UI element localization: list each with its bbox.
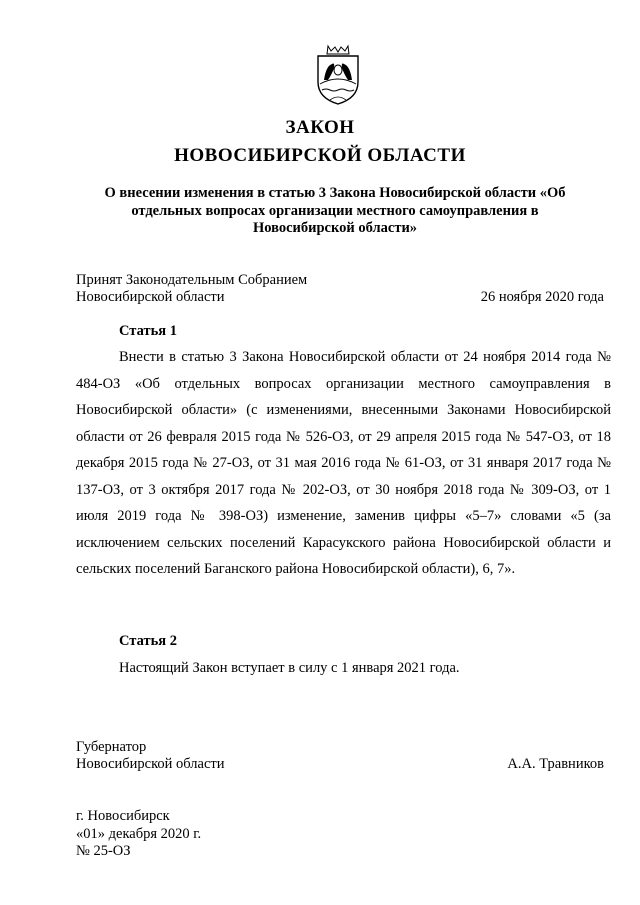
signature-name: А.А. Травников [507, 756, 604, 772]
article2-text: Настоящий Закон вступает в силу с 1 января 2021 года. [119, 660, 460, 676]
article1-text: Внести в статью 3 Закона Новосибирской области от 24 ноября 2014 года № 484-ОЗ «Об отдельных вопросах организации местного самоуправления в Новосибирской области» (с изменениями, внесенными Законами Новосибирской области от 26 февраля 2015 года № 526-ОЗ, от 29 апреля 2015 года № 547-ОЗ, от 18 декабря 2015 года № 27-ОЗ, от 31 мая 2016 года № 61-ОЗ, от 31 января 2017 года № 137-ОЗ, от 3 октября 2017 года № 202-ОЗ, от 30 ноября 2018 года № 309-ОЗ, от 1 июля 2019 года № 398-ОЗ) изменение, заменив цифры «5–7» словами «5 (за исключением сельских поселений Карасукского района Новосибирской области и сельских поселений Баганского района Новосибирской области), 6, 7». [76, 349, 611, 577]
novosibirsk-oblast-coat-of-arms-icon [310, 44, 366, 106]
article2-heading: Статья 2 [119, 633, 177, 649]
footer-city: г. Новосибирск [76, 808, 170, 824]
footer-date: «01» декабря 2020 г. [76, 826, 202, 842]
article1-heading: Статья 1 [119, 323, 177, 339]
law-title: ЗАКОН [285, 117, 355, 138]
adoption-line2: Новосибирской области [76, 289, 225, 305]
law-subject: О внесении изменения в статью 3 Закона Новосибирской области «Об отдельных вопросах организации местного самоуправления в Новосибирской области» [104, 185, 566, 236]
footer-number: № 25-ОЗ [76, 843, 131, 859]
signature-region: Новосибирской области [76, 756, 225, 772]
adoption-line1: Принят Законодательным Собранием [76, 272, 308, 288]
adoption-date: 26 ноября 2020 года [480, 289, 604, 305]
law-region-title: НОВОСИБИРСКОЙ ОБЛАСТИ [174, 145, 466, 166]
signature-title: Губернатор [76, 739, 147, 755]
